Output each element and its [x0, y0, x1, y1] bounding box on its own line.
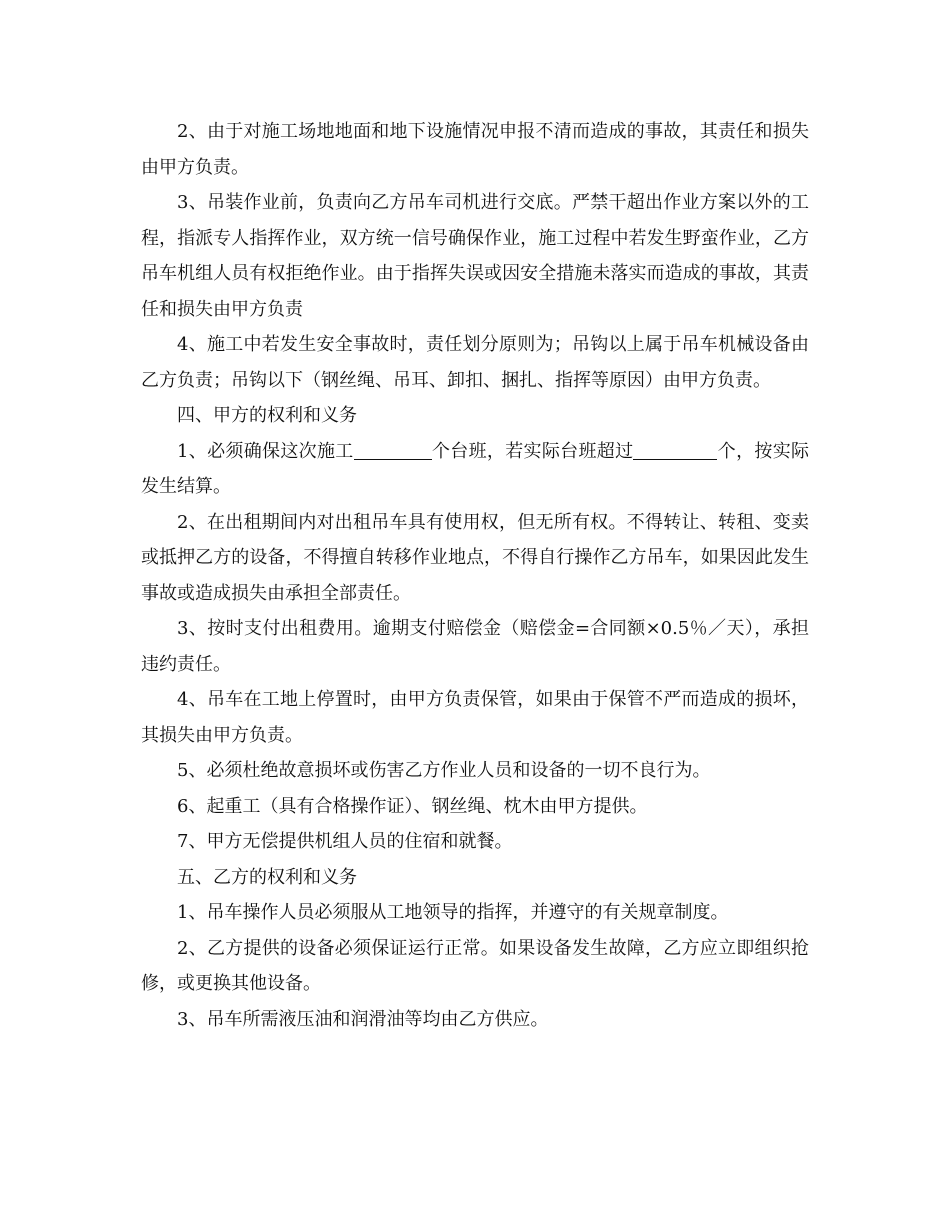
party-a-clause-6-paragraph: 6、起重工（具有合格操作证）、钢丝绳、枕木由甲方提供。: [177, 795, 648, 817]
document-body: [141, 114, 809, 1037]
clause-text-part-1: 1、必须确保这次施工: [177, 440, 354, 462]
party-b-clause-3-paragraph: 3、吊车所需液压油和润滑油等均由乙方供应。: [177, 1008, 549, 1030]
clause-4-paragraph: 4、施工中若发生安全事故时，责任划分原则为；吊钩以上属于吊车机械设备由乙方负责；吊钩以下（钢丝绳、吊耳、卸扣、捆扎、指挥等原因）由甲方负责。: [141, 334, 809, 391]
party-a-clause-1-paragraph: [141, 434, 809, 505]
party-a-clause-3-paragraph: 3、按时支付出租费用。逾期支付赔偿金（赔偿金=合同额×0.5％／天），承担违约责任。: [141, 618, 809, 675]
section-5-heading: 五、乙方的权利和义务: [177, 866, 357, 888]
shift-count-blank: [354, 441, 432, 460]
section-4-heading: 四、甲方的权利和义务: [177, 405, 357, 426]
party-a-clause-4-paragraph: 4、吊车在工地上停置时，由甲方负责保管，如果由于保管不严而造成的损坏，其损失由甲方负责。: [141, 689, 809, 746]
clause-2-paragraph: 2、由于对施工场地地面和地下设施情况申报不清而造成的事故，其责任和损失由甲方负责。: [141, 121, 809, 178]
party-a-clause-2-paragraph: 2、在出租期间内对出租吊车具有使用权，但无所有权。不得转让、转租、变卖或抵押乙方的设备，不得擅自转移作业地点，不得自行操作乙方吊车，如果因此发生事故或造成损失由承担全部责任。: [141, 511, 809, 604]
excess-shift-blank: [633, 441, 717, 460]
party-b-clause-1-paragraph: 1、吊车操作人员必须服从工地领导的指挥，并遵守的有关规章制度。: [177, 902, 729, 923]
clause-text-part-3: 个，按实际发生结算。: [141, 440, 810, 497]
clause-text-part-2: 个台班，若实际台班超过: [431, 440, 634, 462]
party-a-clause-7-paragraph: 7、甲方无偿提供机组人员的住宿和就餐。: [177, 831, 513, 852]
clause-3-paragraph: 3、吊装作业前，负责向乙方吊车司机进行交底。严禁干超出作业方案以外的工程，指派专人指挥作业，双方统一信号确保作业，施工过程中若发生野蛮作业，乙方吊车机组人员有权拒绝作业。由于指挥失误或因安全措施未落实而造成的事故，其责任和损失由甲方负责: [141, 192, 809, 320]
party-a-clause-5-paragraph: 5、必须杜绝故意损坏或伤害乙方作业人员和设备的一切不良行为。: [177, 760, 711, 781]
party-b-clause-2-paragraph: 2、乙方提供的设备必须保证运行正常。如果设备发生故障，乙方应立即组织抢修，或更换其他设备。: [141, 937, 809, 994]
